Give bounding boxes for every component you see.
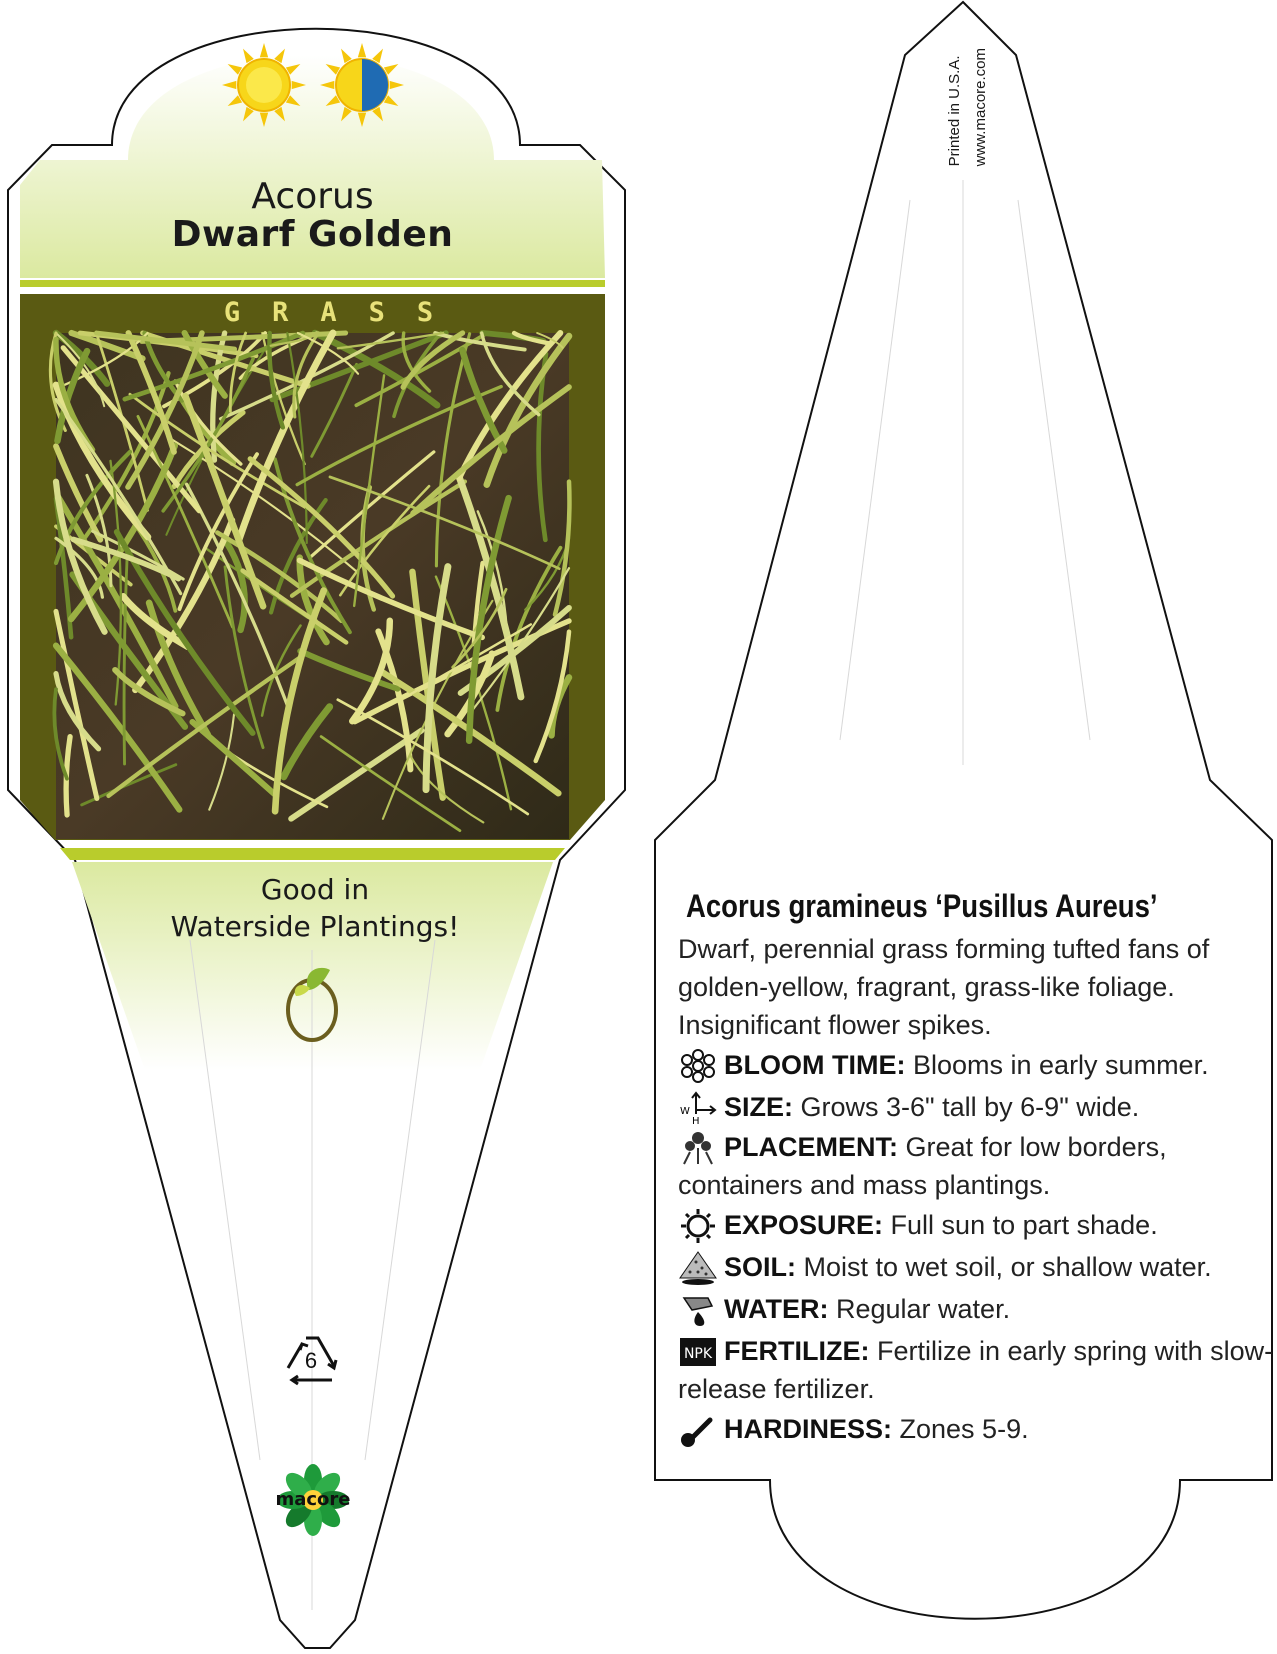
attribute-text: Moist to wet soil, or shallow water.: [796, 1252, 1212, 1282]
attribute-text: Regular water.: [828, 1294, 1011, 1324]
tagline-line1: Good in: [260, 873, 370, 906]
imprint-line2: www.macore.com: [972, 48, 989, 167]
attribute-label: EXPOSURE:: [724, 1210, 884, 1240]
lime-stripe-top: [20, 280, 605, 287]
attribute-text: Zones 5-9.: [892, 1414, 1029, 1444]
plant-photo: [50, 333, 569, 839]
plant-name-line1: Acorus: [251, 176, 374, 217]
attribute-label: SOIL:: [724, 1252, 796, 1282]
care-attribute: [678, 1206, 1277, 1244]
care-attribute: [678, 1248, 1277, 1286]
category-label: GRASS: [223, 297, 466, 328]
care-attribute: [678, 1088, 1277, 1126]
imprint-line1: Printed in U.S.A.: [946, 55, 963, 167]
attribute-label: FERTILIZE:: [724, 1336, 870, 1366]
attribute-text: Grows 3-6" tall by 6-9" wide.: [793, 1092, 1140, 1122]
care-attribute: [678, 1128, 1277, 1204]
attribute-text: Blooms in early summer.: [905, 1050, 1209, 1080]
tagline-line2: Waterside Plantings!: [170, 910, 460, 943]
care-attribute: [678, 1332, 1277, 1408]
attribute-label: BLOOM TIME:: [724, 1050, 906, 1080]
svg-text:NPK: NPK: [683, 1346, 713, 1362]
svg-text:W: W: [680, 1106, 690, 1117]
plant-name-line2: Dwarf Golden: [171, 214, 454, 255]
attribute-label: PLACEMENT:: [724, 1132, 898, 1162]
brand-name: macore: [275, 1489, 351, 1510]
attribute-text: Full sun to part shade.: [883, 1210, 1158, 1240]
care-attribute: [678, 1410, 1277, 1448]
imprint: [942, 48, 994, 166]
attribute-label: SIZE:: [724, 1092, 794, 1122]
attribute-label: HARDINESS:: [724, 1414, 893, 1444]
svg-text:H: H: [692, 1116, 700, 1126]
recycle-code: 6: [304, 1348, 318, 1373]
care-attribute: [678, 1046, 1277, 1084]
botanical-name: Acorus gramineus ‘Pusillus Aureus’: [686, 888, 1158, 924]
lime-stripe-bottom: [60, 848, 565, 860]
care-attribute: [678, 1290, 1277, 1328]
attribute-text: Great for low borders, containers and mass plantings.: [678, 1132, 1167, 1200]
attribute-label: WATER:: [724, 1294, 829, 1324]
plant-description: Dwarf, perennial grass forming tufted fans of golden-yellow, fragrant, grass-like foliage. Insignificant flower spikes.: [678, 934, 1210, 1040]
tagline: [80, 871, 550, 945]
attribute-text: Fertilize in early spring with slow-release fertilizer.: [678, 1336, 1274, 1404]
